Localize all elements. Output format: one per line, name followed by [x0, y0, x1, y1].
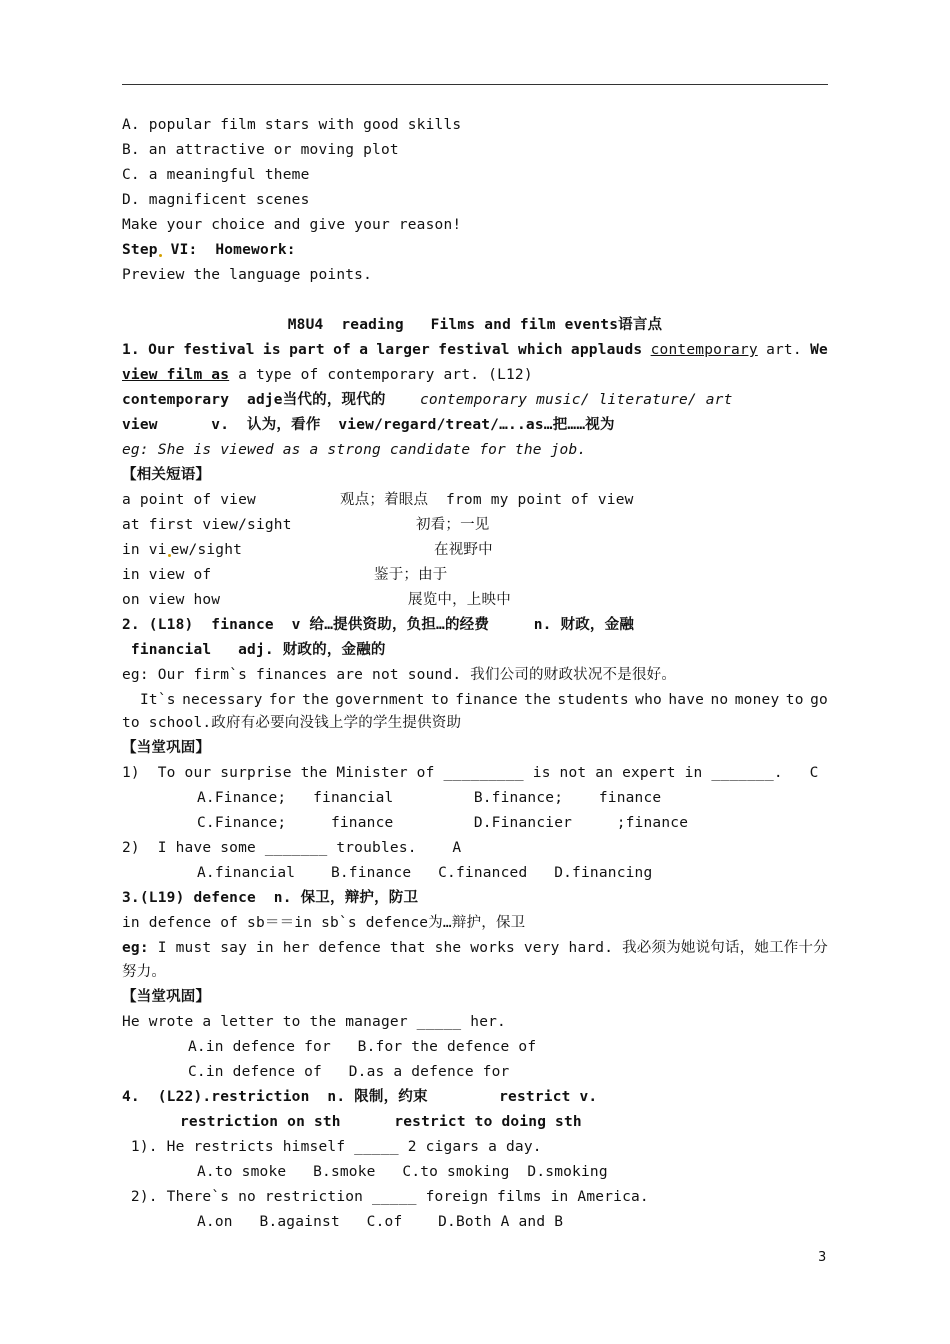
question-1-options-cd: C.Finance; finance D.Financier ;finance — [197, 815, 689, 831]
question-2: 2) I have some _______ troubles. A — [122, 840, 462, 856]
word: for — [268, 692, 296, 708]
word: 1. — [122, 342, 140, 358]
line-rest: a type of contemporary art. (L12) — [229, 367, 533, 383]
point-2-example-2 — [140, 690, 828, 710]
word: necessary — [182, 692, 263, 708]
page-number: 3 — [818, 1250, 827, 1265]
option-c: C. a meaningful theme — [122, 167, 310, 183]
phrase-en-part: in vi — [122, 542, 167, 558]
phrase-en: in view of — [122, 567, 212, 583]
question-3: He wrote a letter to the manager _____ her. — [122, 1014, 506, 1030]
option-d: D. magnificent scenes — [122, 192, 310, 208]
word: the — [524, 692, 551, 708]
word: a — [359, 342, 369, 358]
word: that — [389, 940, 426, 956]
question-3-options-ab: A.in defence for B.for the defence of — [188, 1039, 537, 1055]
word: hard. — [568, 940, 614, 956]
def-word: contemporary adje当代的，现代的 — [122, 392, 386, 408]
word: in — [255, 940, 274, 956]
point-4-sub: restriction on sth restrict to doing sth — [180, 1114, 582, 1130]
phrase-zh: 在视野中 — [434, 542, 493, 558]
word: no — [710, 692, 729, 708]
eg-label: eg: — [122, 940, 149, 956]
word: festival — [183, 342, 255, 358]
phrase-zh: 观点；着眼点 from my point of view — [340, 492, 634, 508]
section-title: M8U4 reading Films and film events语言点 — [287, 317, 663, 333]
point-2-sub: financial adj. 财政的，金融的 — [122, 642, 386, 658]
word: say — [220, 940, 248, 956]
question-1-options-ab: A.Finance; financial B.finance; finance — [197, 790, 662, 806]
word: government — [335, 692, 425, 708]
point-4-heading: 4. (L22).restriction n. 限制，约束 restrict v. — [122, 1089, 598, 1105]
option-b: B. an attractive or moving plot — [122, 142, 399, 158]
phrase-en — [122, 540, 242, 560]
question-5: 2). There`s no restriction _____ foreign films in America. — [122, 1189, 649, 1205]
question-3-options-cd: C.in defence of D.as a defence for — [188, 1064, 510, 1080]
preview-text: Preview the language points. — [122, 267, 373, 283]
phrase-en-part: ew/sight — [170, 542, 243, 558]
point-3-heading: 3.(L19) defence n. 保卫，辩护，防卫 — [122, 890, 419, 906]
word: finance — [455, 692, 518, 708]
word: she — [434, 940, 462, 956]
point-3-example-cont: 努力。 — [122, 964, 167, 980]
header-rule — [122, 84, 828, 85]
word: larger — [376, 342, 430, 358]
question-4-options: A.to smoke B.smoke C.to smoking D.smoking — [197, 1164, 608, 1180]
word: part — [289, 342, 325, 358]
point-3-usage: in defence of sb＝＝in sb`s defence为…辩护，保卫 — [122, 915, 526, 931]
phrase-zh: 鉴于；由于 — [374, 567, 448, 583]
step-rest: VI: Homework: — [161, 242, 296, 258]
question-5-options: A.on B.against C.of D.Both A and B — [197, 1214, 564, 1230]
word: defence — [318, 940, 381, 956]
point-1-line-1 — [122, 340, 828, 360]
word: of — [333, 342, 351, 358]
phrases-title: 【相关短语】 — [122, 467, 211, 483]
word: must — [175, 940, 212, 956]
option-a: A. popular film stars with good skills — [122, 117, 462, 133]
phrase-en: at first view/sight — [122, 517, 292, 533]
word: the — [302, 692, 329, 708]
word: which — [517, 342, 563, 358]
word: applauds — [570, 342, 643, 358]
word: 我必须为她说句话，她工作十分 — [622, 940, 828, 956]
make-choice-text: Make your choice and give your reason! — [122, 217, 462, 233]
practice-title: 【当堂巩固】 — [122, 740, 211, 756]
word: is — [262, 342, 281, 358]
word: to — [785, 692, 804, 708]
word: It`s — [140, 692, 176, 708]
word: go — [810, 692, 828, 708]
phrase-en: a point of view — [122, 492, 256, 508]
point-2-example: eg: Our firm`s finances are not sound. 我们公司的财政状况不是很好。 — [122, 667, 677, 683]
word: works — [470, 940, 515, 956]
word: I — [157, 940, 167, 956]
phrase-en: on view how — [122, 592, 221, 608]
point-2-heading: 2. (L18) finance v 给…提供资助，负担…的经费 n. 财政，金融 — [122, 617, 635, 633]
word: Our — [148, 342, 175, 358]
phrase-zh: 初看；一见 — [416, 517, 490, 533]
word: her — [282, 940, 310, 956]
word: art. — [766, 342, 802, 358]
step-word: Step — [122, 242, 158, 258]
underlined-contemporary: contemporary — [650, 342, 758, 358]
word: money — [734, 692, 780, 708]
point-2-example-2-cont: to school.政府有必要向没钱上学的学生提供资助 — [122, 715, 462, 731]
question-2-options: A.financial B.finance C.financed D.financing — [197, 865, 653, 881]
word: have — [668, 692, 705, 708]
example-view: eg: She is viewed as a strong candidate for the job. — [122, 442, 587, 458]
point-3-example — [122, 938, 828, 958]
phrase-zh: 展览中，上映中 — [408, 592, 511, 608]
underlined-view-film-as: view film as — [122, 367, 230, 383]
word: to — [430, 692, 449, 708]
definition-contemporary — [122, 390, 828, 410]
word: students — [557, 692, 629, 708]
word: We — [810, 342, 828, 358]
step-heading — [122, 240, 828, 260]
point-1-line-2 — [122, 365, 828, 385]
word: festival — [438, 342, 510, 358]
question-4: 1). He restricts himself _____ 2 cigars a day. — [122, 1139, 542, 1155]
question-1: 1) To our surprise the Minister of _________ is not an expert in _______. C — [122, 765, 819, 781]
word: very — [523, 940, 560, 956]
definition-view: view v. 认为，看作 view/regard/treat/…..as…把……视为 — [122, 417, 615, 433]
practice-title-2: 【当堂巩固】 — [122, 989, 211, 1005]
def-example: contemporary music/ literature/ art — [420, 392, 733, 408]
word: who — [635, 692, 662, 708]
